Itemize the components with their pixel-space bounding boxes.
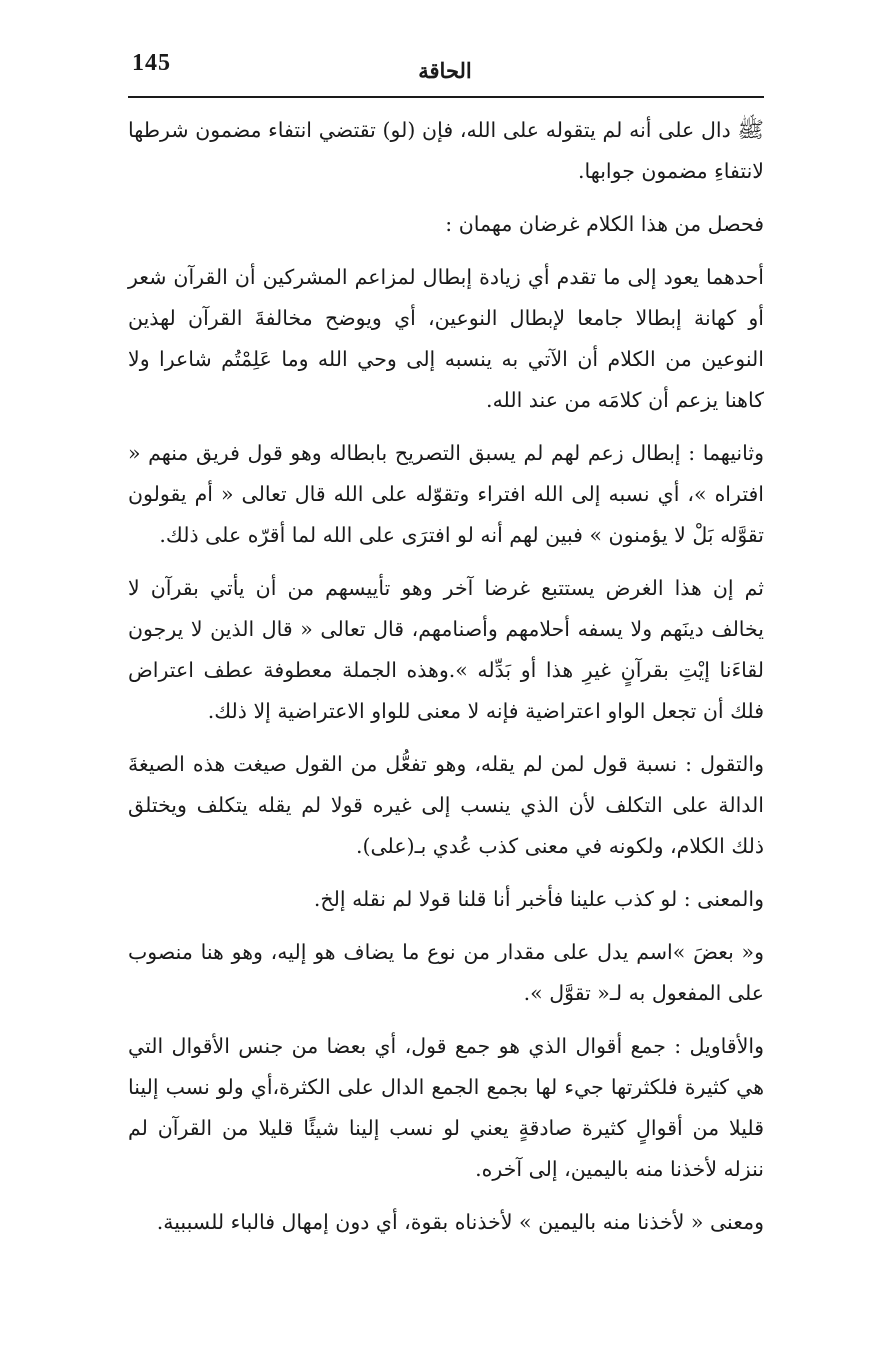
salawat-seal: ﷺ (737, 118, 764, 143)
body-text (128, 110, 764, 1255)
paragraph-7: والمعنى : لو كذب علينا فأخبر أنا قلنا قولا لم نقله إلخ. (313, 887, 764, 911)
paragraph-2: فحصل من هذا الكلام غرضان مهمان : (445, 212, 764, 236)
paragraph-8: و« بعضَ »اسم يدل على مقدار من نوع ما يضاف هو إليه، وهو هنا منصوب على المفعول به لـ« تقوَّل ». (128, 940, 764, 1005)
paragraph-4: وثانيهما : إبطال زعم لهم لم يسبق التصريح بابطاله وهو قول فريق منهم « افتراه »، أي نسبه إلى الله افتراء وتقوّله على الله قال تعالى « أم يقولون تقوَّله بَلْ لا يؤمنون » فبين لهم أنه لو افترَى على الله لما أقرّه على ذلك. (128, 441, 764, 547)
page-number: 145 (132, 50, 171, 76)
paragraph-1 (128, 110, 764, 192)
running-title: الحاقة (418, 58, 472, 83)
header-rule (128, 96, 764, 98)
paragraph-10: ومعنى « لأخذنا منه باليمين » لأخذناه بقوة، أي دون إمهال فالباء للسببية. (156, 1210, 764, 1234)
paragraph-5: ثم إن هذا الغرض يستتبع غرضا آخر وهو تأييسهم من أن يأتي بقرآن لا يخالف دينَهم ولا يسفه أحلامهم وأصنامهم، قال تعالى « قال الذين لا يرجون لقاءَنا إيْتِ بقرآنٍ غيرِ هذا أو بَدِّله ».وهذه الجملة معطوفة عطف اعتراض فلك أن تجعل الواو اعتراضية فإنه لا معنى للواو الاعتراضية إلا ذلك. (128, 576, 764, 723)
paragraph-9: والأقاويل : جمع أقوال الذي هو جمع قول، أي بعضا من جنس الأقوال التي هي كثيرة فلكثرتها جيء لها بجمع الجمع الدال على الكثرة،أي ولو نسب إلينا قليلا من أقوالٍ كثيرة صادقةٍ يعني لو نسب إلينا شيئًا قليلا من القرآن لم ننزله لأخذنا منه باليمين، إلى آخره. (128, 1034, 764, 1181)
paragraph-6: والتقول : نسبة قول لمن لم يقله، وهو تفعُّل من القول صيغت هذه الصيغةَ الدالة على التكلف لأن الذي ينسب إلى غيره قولا لم يقله يتكلف ويختلق ذلك الكلام، ولكونه في معنى كذب عُدي بـ(على). (128, 752, 764, 858)
paragraph-3: أحدهما يعود إلى ما تقدم أي زيادة إبطال لمزاعم المشركين أن القرآن شعر أو كهانة إبطالا جامعا لإبطال النوعين، أي ويوضح مخالفةَ القرآن لهذين النوعين من الكلام أن الآتي به ينسبه إلى وحي الله وما عَلِمْتُم شاعرا ولا كاهنا يزعم أن كلامَه من عند الله. (128, 265, 764, 412)
paragraph-1-text: دال على أنه لم يتقوله على الله، فإن (لو) تقتضي انتفاء مضمون شرطها لانتفاءِ مضمون جوابها. (128, 118, 764, 183)
